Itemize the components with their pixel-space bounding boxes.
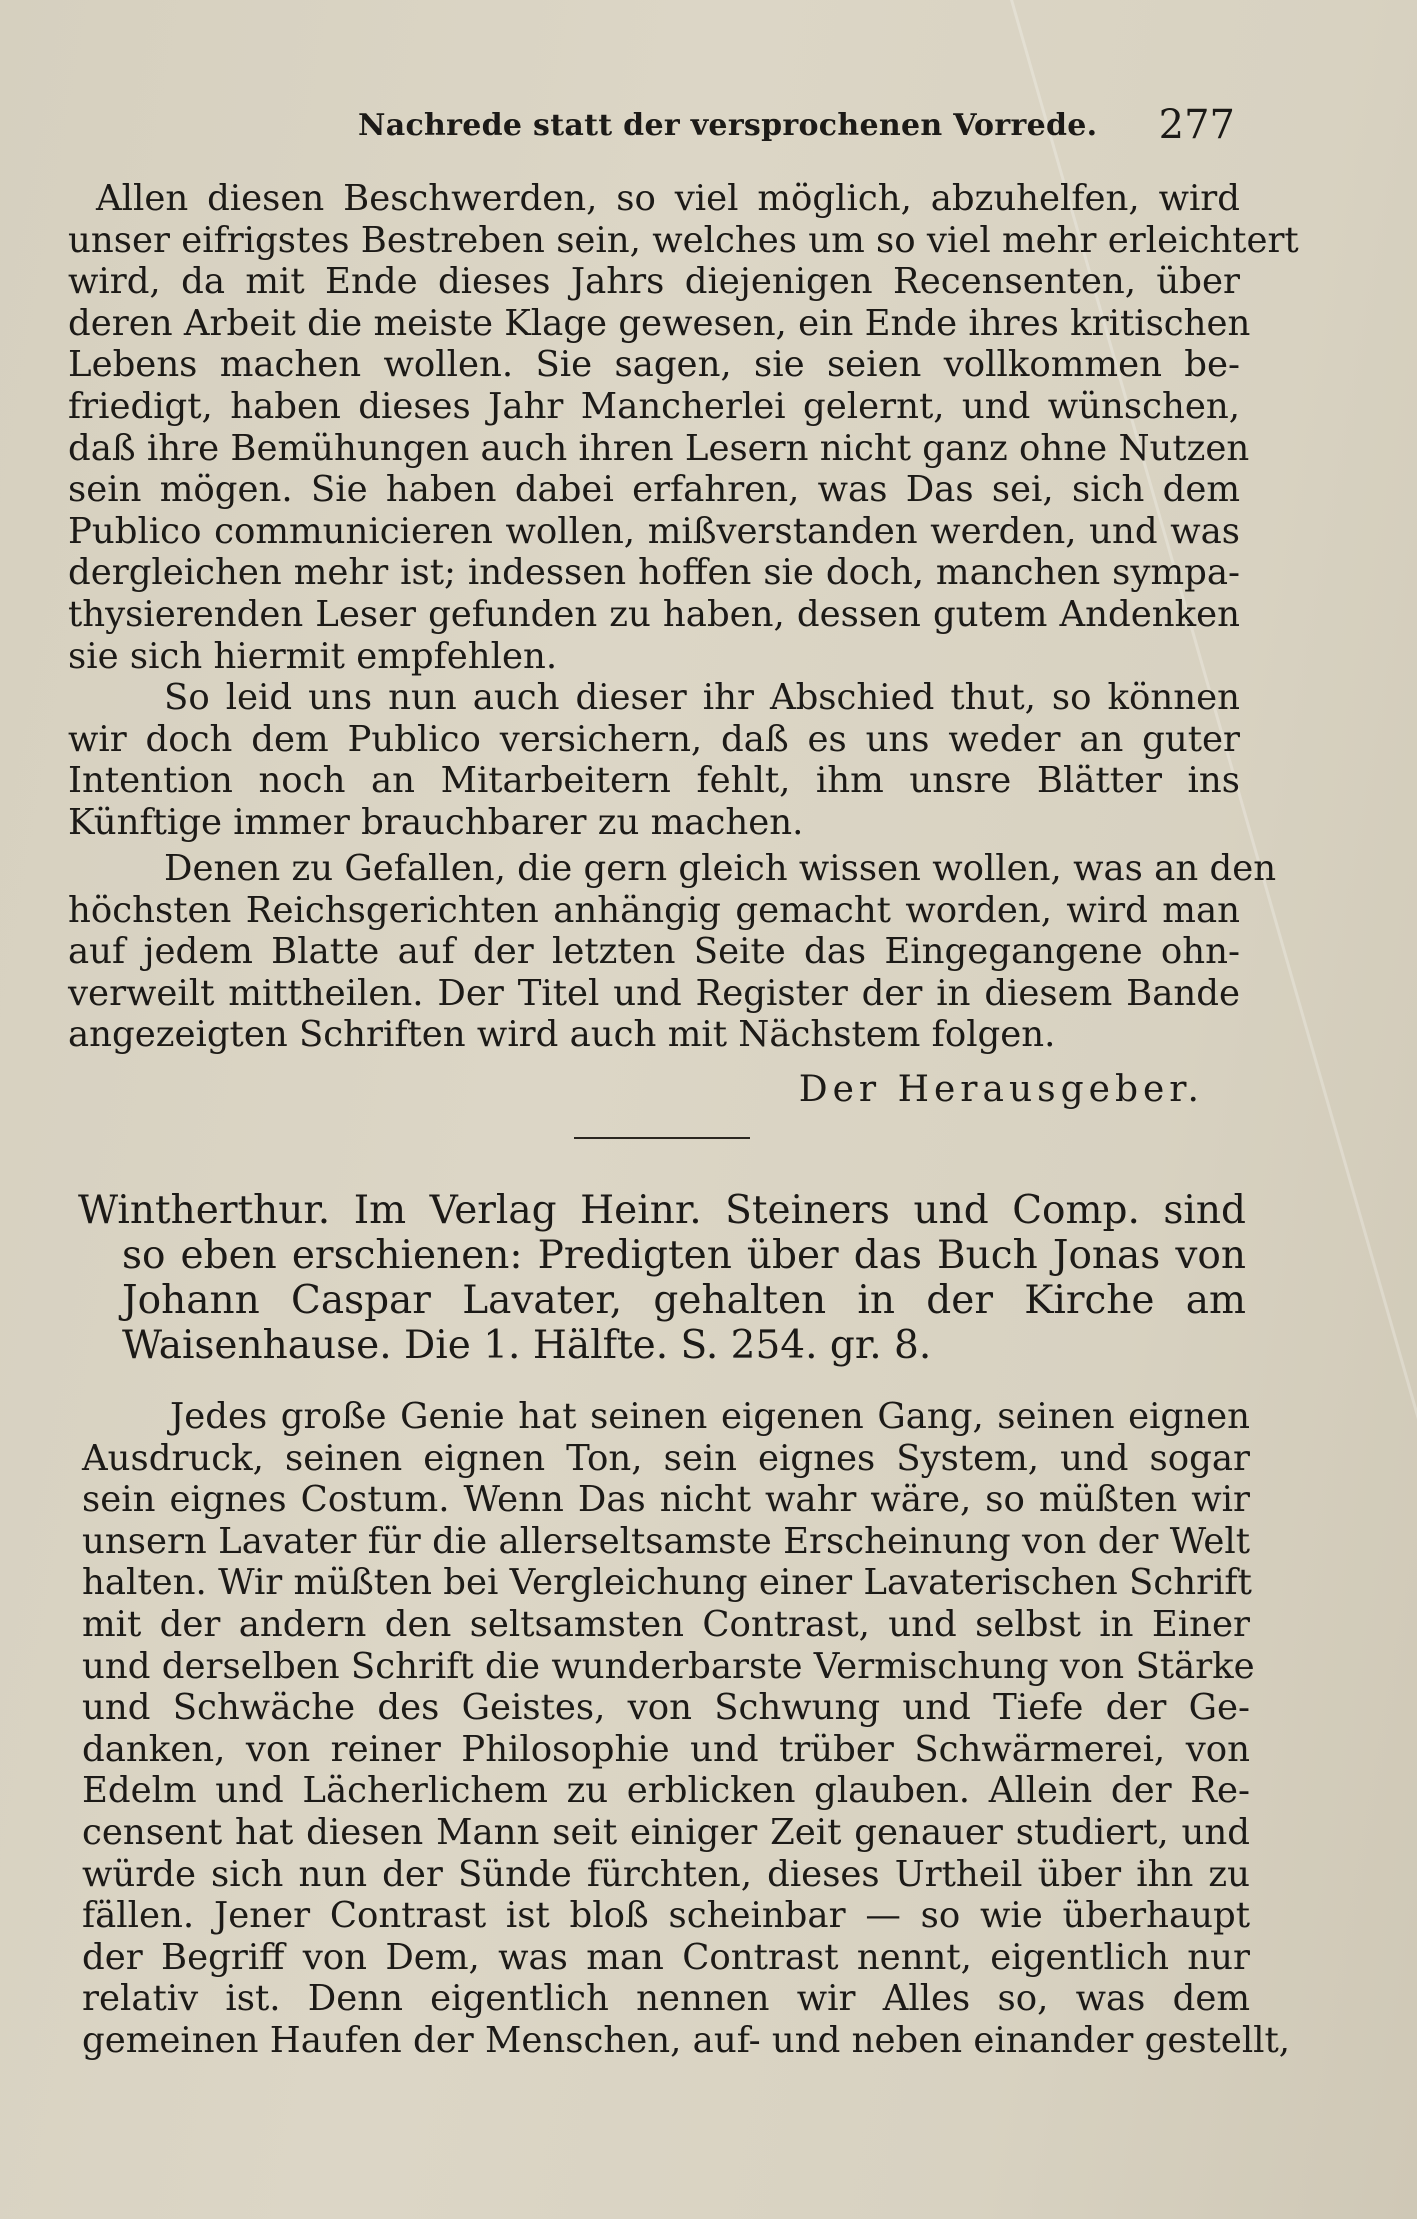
text-line: daß ihre Bemühungen auch ihren Lesern nicht ganz ohne Nutzen: [68, 427, 1250, 469]
text-line: friedigt, haben dieses Jahr Mancherlei gelernt, und wünschen,: [68, 385, 1240, 427]
text-line: relativ ist. Denn eigentlich nennen wir Alles so, was dem: [82, 1978, 1250, 2020]
text-line: gemeinen Haufen der Menschen, auf- und neben einander gestellt,: [82, 2019, 1291, 2061]
page-number: 277: [1158, 102, 1235, 148]
running-title: Nachrede statt der versprochenen Vorrede.: [358, 108, 1098, 143]
text-line: Denen zu Gefallen, die gern gleich wissen wollen, was an den: [164, 848, 1277, 889]
text-line: auf jedem Blatte auf der letzten Seite das Eingegangene ohn-: [68, 931, 1240, 973]
review-paragraph: [82, 1396, 1291, 2062]
nachrede-paragraph-3: [68, 848, 1277, 1056]
text-line: der Begriff von Dem, was man Contrast nennt, eigentlich nur: [82, 1936, 1250, 1978]
notice-line: Wintherthur. Im Verlag Heinr. Steiners und Comp. sind: [78, 1188, 1246, 1233]
text-line: So leid uns nun auch dieser ihr Abschied thut, so können: [164, 677, 1240, 718]
text-line: sie sich hiermit empfehlen.: [68, 635, 558, 677]
notice-line: Johann Caspar Lavater, gehalten in der Kirche am: [122, 1278, 1246, 1323]
text-line: Edelm und Lächerlichem zu erblicken glauben. Allein der Re-: [82, 1770, 1250, 1812]
text-line: und derselben Schrift die wunderbarste Vermischung von Stärke: [82, 1645, 1255, 1687]
text-line: danken, von reiner Philosophie und trüber Schwärmerei, von: [82, 1728, 1250, 1770]
signature: Der Herausgeber.: [798, 1069, 1204, 1110]
notice-line: so eben erschienen: Predigten über das Buch Jonas von: [122, 1233, 1246, 1278]
text-line: mit der andern den seltsamsten Contrast, und selbst in Einer: [82, 1603, 1250, 1645]
text-line: Lebens machen wollen. Sie sagen, sie seien vollkommen be-: [68, 344, 1240, 386]
text-line: deren Arbeit die meiste Klage gewesen, ein Ende ihres kritischen: [68, 302, 1251, 344]
book-notice: [78, 1188, 1246, 1368]
text-line: unser eifrigstes Bestreben sein, welches um so viel mehr erleichtert: [68, 219, 1299, 261]
text-line: dergleichen mehr ist; indessen hoffen sie doch, manchen sympa-: [68, 552, 1240, 594]
text-line: Ausdruck, seinen eignen Ton, sein eignes System, und sogar: [82, 1437, 1250, 1479]
text-line: wir doch dem Publico versichern, daß es uns weder an guter: [68, 718, 1240, 760]
text-line: sein eignes Costum. Wenn Das nicht wahr wäre, so müßten wir: [82, 1479, 1250, 1521]
nachrede-paragraph-2: [68, 677, 1240, 843]
notice-line: Waisenhause. Die 1. Hälfte. S. 254. gr. 8.: [122, 1323, 932, 1368]
text-line: censent hat diesen Mann seit einiger Zeit genauer studiert, und: [82, 1811, 1250, 1853]
text-line: Allen diesen Beschwerden, so viel möglich, abzuhelfen, wird: [96, 178, 1240, 219]
text-line: Jedes große Genie hat seinen eigenen Gang, seinen eignen: [170, 1396, 1250, 1437]
text-line: höchsten Reichsgerichten anhängig gemacht worden, wird man: [68, 889, 1240, 931]
text-line: Künftige immer brauchbarer zu machen.: [68, 801, 804, 843]
text-line: würde sich nun der Sünde fürchten, dieses Urtheil über ihn zu: [82, 1853, 1250, 1895]
text-line: Publico communicieren wollen, mißverstanden werden, und was: [68, 510, 1240, 552]
text-line: halten. Wir müßten bei Vergleichung einer Lavaterischen Schrift: [82, 1562, 1252, 1604]
text-line: wird, da mit Ende dieses Jahrs diejenigen Recensenten, über: [68, 261, 1240, 303]
text-line: sein mögen. Sie haben dabei erfahren, was Das sei, sich dem: [68, 469, 1240, 511]
text-line: thysierenden Leser gefunden zu haben, dessen gutem Andenken: [68, 593, 1240, 635]
text-line: verweilt mittheilen. Der Titel und Register der in diesem Bande: [68, 972, 1240, 1014]
text-line: angezeigten Schriften wird auch mit Nächstem folgen.: [68, 1014, 1056, 1056]
text-line: fällen. Jener Contrast ist bloß scheinbar — so wie überhaupt: [82, 1895, 1250, 1937]
text-line: Intention noch an Mitarbeitern fehlt, ihm unsre Blätter ins: [68, 760, 1240, 802]
nachrede-paragraph-1: [68, 178, 1299, 677]
text-line: unsern Lavater für die allerseltsamste Erscheinung von der Welt: [82, 1520, 1250, 1562]
text-line: und Schwäche des Geistes, von Schwung und Tiefe der Ge-: [82, 1687, 1250, 1729]
section-divider: [574, 1137, 750, 1139]
